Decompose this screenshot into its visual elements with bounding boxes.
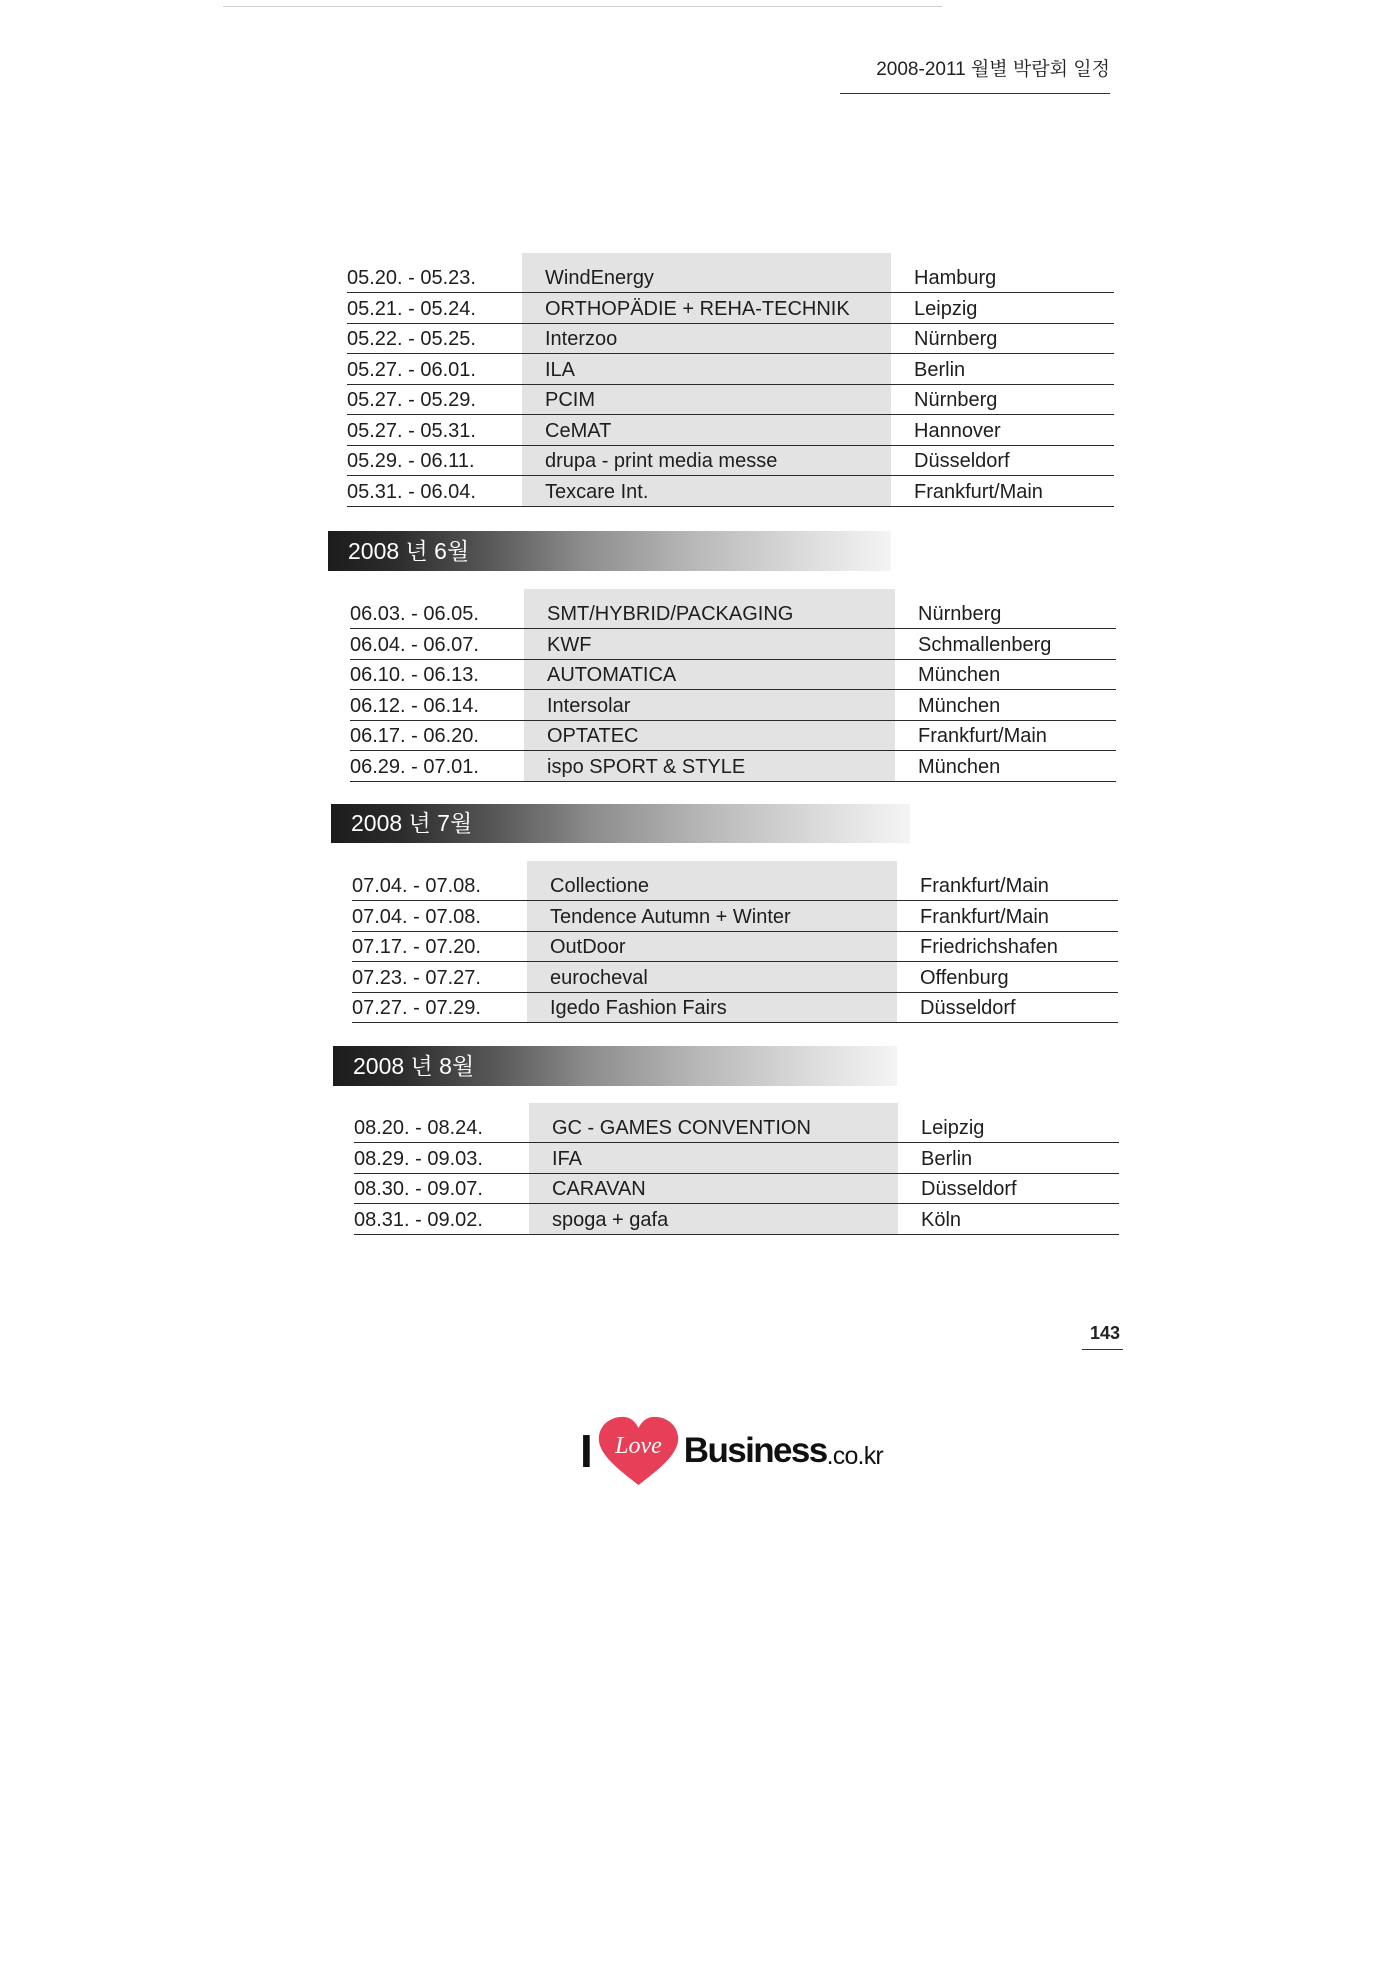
table-row <box>350 660 1116 691</box>
event-cell: GC - GAMES CONVENTION <box>552 1117 811 1139</box>
date-cell: 07.17. - 07.20. <box>352 936 481 958</box>
city-cell: Frankfurt/Main <box>914 480 1043 503</box>
logo-love-text: Love <box>614 1433 662 1459</box>
date-cell: 06.29. - 07.01. <box>350 755 479 778</box>
table-rows <box>350 599 1116 782</box>
date-cell: 07.23. - 07.27. <box>352 966 481 989</box>
table-rows <box>347 263 1114 507</box>
date-cell: 05.20. - 05.23. <box>347 267 476 289</box>
table-row <box>352 962 1118 993</box>
date-cell: 06.10. - 06.13. <box>350 664 479 686</box>
logo-business-text: Business <box>683 1431 827 1470</box>
city-cell: Hannover <box>914 419 1001 442</box>
logo-domain-text: .co.kr <box>826 1442 883 1470</box>
city-cell: Köln <box>921 1208 962 1231</box>
date-cell: 06.04. - 06.07. <box>350 633 479 656</box>
table-row <box>347 293 1114 324</box>
city-cell: München <box>918 755 1001 778</box>
table-row <box>350 629 1116 660</box>
event-cell: Igedo Fashion Fairs <box>550 997 727 1019</box>
table-row <box>352 932 1118 963</box>
event-cell: CeMAT <box>545 419 612 442</box>
date-cell: 08.31. - 09.02. <box>354 1208 483 1231</box>
event-cell: spoga + gafa <box>552 1208 669 1231</box>
table-row <box>347 324 1114 355</box>
city-cell: Nürnberg <box>914 328 998 350</box>
event-cell: drupa - print media messe <box>545 450 778 472</box>
date-cell: 07.04. - 07.08. <box>352 875 481 897</box>
page-header-title: 2008-2011 월별 박람회 일정 <box>876 59 1110 80</box>
table-row <box>354 1143 1119 1174</box>
city-cell: Nürnberg <box>914 389 998 411</box>
date-cell: 08.20. - 08.24. <box>354 1117 483 1139</box>
city-cell: Berlin <box>914 358 966 381</box>
table-row <box>347 263 1114 294</box>
table-row <box>354 1113 1119 1144</box>
month-header-august: 2008 년 8월 <box>333 1046 897 1086</box>
table-row <box>350 599 1116 630</box>
city-cell: Berlin <box>921 1147 973 1170</box>
logo-letter-i: I <box>580 1425 593 1477</box>
month-header-july: 2008 년 7월 <box>331 804 910 843</box>
table-row <box>347 446 1114 477</box>
event-cell: OutDoor <box>550 936 626 958</box>
top-rule <box>223 6 942 7</box>
table-row <box>354 1174 1119 1205</box>
date-cell: 06.17. - 06.20. <box>350 725 479 747</box>
table-row <box>350 721 1116 752</box>
city-cell: Hamburg <box>914 267 997 289</box>
schedule-table-may <box>347 263 1114 507</box>
date-cell: 08.30. - 09.07. <box>354 1178 483 1200</box>
event-cell: KWF <box>547 633 592 656</box>
event-cell: OPTATEC <box>547 725 639 747</box>
date-cell: 05.27. - 05.29. <box>347 389 476 411</box>
city-cell: Offenburg <box>920 966 1009 989</box>
table-row <box>347 476 1114 507</box>
date-cell: 05.29. - 06.11. <box>347 450 475 472</box>
city-cell: Schmallenberg <box>918 633 1052 656</box>
event-cell: SMT/HYBRID/PACKAGING <box>547 603 794 625</box>
event-cell: ORTHOPÄDIE + REHA-TECHNIK <box>545 297 850 320</box>
city-cell: Frankfurt/Main <box>918 725 1047 747</box>
event-cell: AUTOMATICA <box>547 664 677 686</box>
header-underline <box>840 93 1110 94</box>
city-cell: Düsseldorf <box>921 1178 1017 1200</box>
date-cell: 07.27. - 07.29. <box>352 997 481 1019</box>
event-cell: Tendence Autumn + Winter <box>550 905 791 928</box>
date-cell: 05.22. - 05.25. <box>347 328 476 350</box>
event-cell: Collectione <box>550 875 649 897</box>
schedule-table-june <box>350 599 1116 782</box>
table-row <box>347 354 1114 385</box>
city-cell: Friedrichshafen <box>920 936 1058 958</box>
city-cell: Leipzig <box>921 1117 985 1139</box>
event-cell: Interzoo <box>545 328 618 350</box>
table-row <box>352 901 1118 932</box>
page-number: 143 <box>1089 1323 1120 1343</box>
table-row <box>352 993 1118 1024</box>
table-row <box>347 385 1114 416</box>
table-row <box>350 751 1116 782</box>
heart-icon <box>597 1415 680 1487</box>
table-row <box>352 871 1118 902</box>
date-cell: 07.04. - 07.08. <box>352 905 481 928</box>
month-header-june: 2008 년 6월 <box>328 531 891 571</box>
table-row <box>354 1204 1119 1235</box>
date-cell: 05.27. - 05.31. <box>347 419 476 442</box>
date-cell: 05.27. - 06.01. <box>347 358 476 381</box>
event-cell: IFA <box>552 1147 583 1170</box>
event-cell: Texcare Int. <box>545 480 649 503</box>
city-cell: Frankfurt/Main <box>920 905 1049 928</box>
city-cell: Düsseldorf <box>914 450 1010 472</box>
site-logo <box>580 1415 883 1487</box>
event-cell: ILA <box>545 358 576 381</box>
date-cell: 08.29. - 09.03. <box>354 1147 483 1170</box>
page-number-underline <box>1082 1349 1123 1350</box>
city-cell: Frankfurt/Main <box>920 875 1049 897</box>
event-cell: CARAVAN <box>552 1178 646 1200</box>
schedule-table-august <box>354 1113 1119 1235</box>
date-cell: 05.21. - 05.24. <box>347 297 476 320</box>
event-cell: WindEnergy <box>545 267 654 289</box>
table-rows <box>354 1113 1119 1235</box>
schedule-table-july <box>352 871 1118 1024</box>
date-cell: 06.12. - 06.14. <box>350 694 479 717</box>
table-row <box>347 415 1114 446</box>
city-cell: Nürnberg <box>918 603 1002 625</box>
city-cell: München <box>918 664 1001 686</box>
date-cell: 05.31. - 06.04. <box>347 480 476 503</box>
table-row <box>350 690 1116 721</box>
event-cell: eurocheval <box>550 966 648 989</box>
city-cell: München <box>918 694 1001 717</box>
event-cell: Intersolar <box>547 694 631 717</box>
date-cell: 06.03. - 06.05. <box>350 603 479 625</box>
table-rows <box>352 871 1118 1024</box>
city-cell: Düsseldorf <box>920 997 1016 1019</box>
city-cell: Leipzig <box>914 297 978 320</box>
event-cell: ispo SPORT & STYLE <box>547 755 746 778</box>
event-cell: PCIM <box>545 389 595 411</box>
